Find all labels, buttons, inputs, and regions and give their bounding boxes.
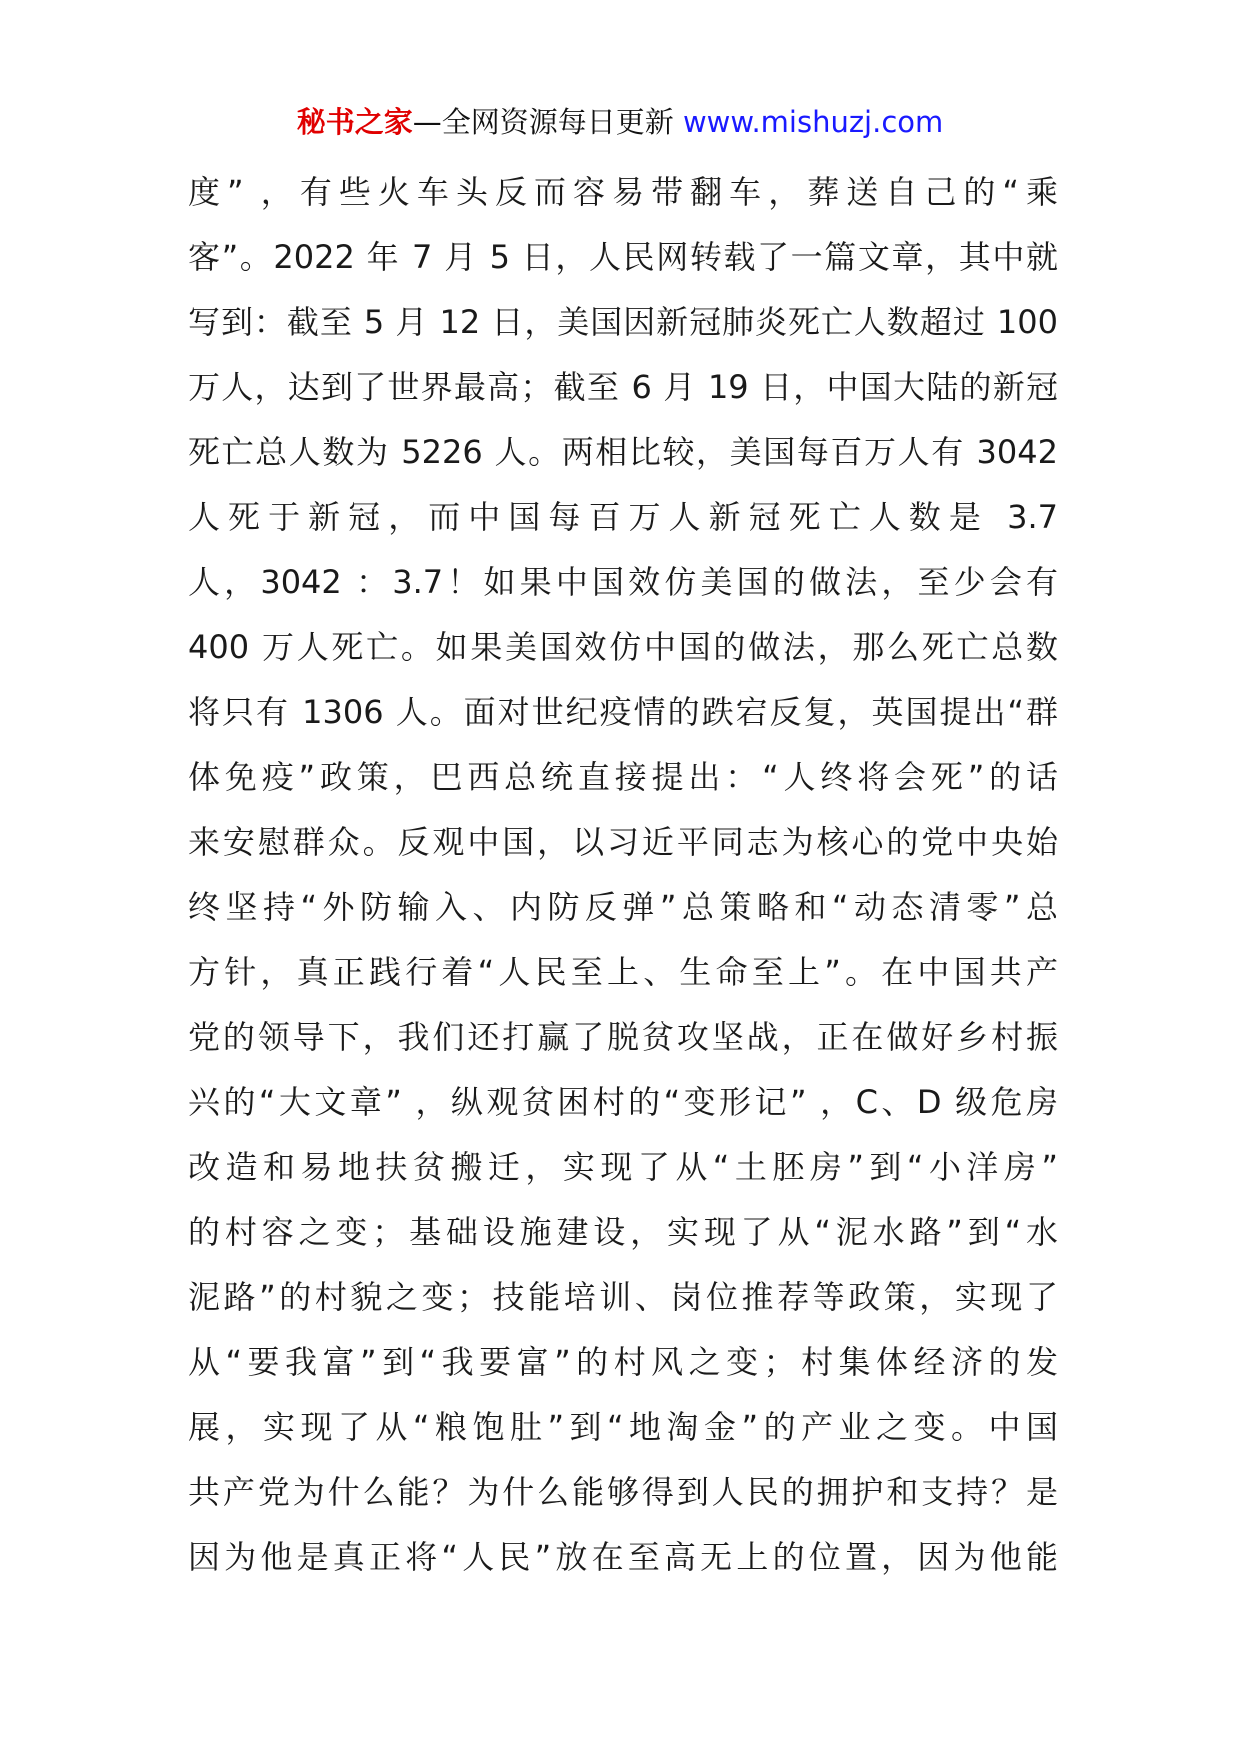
text-line: 万人，达到了世界最高；截至 6 月 19 日，中国大陆的新冠: [188, 368, 1058, 406]
text-line: 体免疫”政策，巴西总统直接提出：“人终将会死”的话: [188, 758, 1058, 796]
text-line: 兴的“大文章” ，纵观贫困村的“变形记” ，C、D 级危房: [188, 1083, 1058, 1121]
site-url-link[interactable]: www.mishuzj.com: [682, 105, 944, 139]
document-body: [188, 160, 1058, 1590]
text-line: 共产党为什么能？为什么能够得到人民的拥护和支持？是: [188, 1473, 1058, 1511]
page-header: [0, 102, 1240, 142]
text-line: 写到：截至 5 月 12 日，美国因新冠肺炎死亡人数超过 100: [188, 303, 1058, 341]
text-line: 终坚持“外防输入、内防反弹”总策略和“动态清零”总: [188, 888, 1058, 926]
brand-name: 秘书之家: [296, 105, 413, 139]
text-line: 党的领导下，我们还打赢了脱贫攻坚战，正在做好乡村振: [188, 1018, 1058, 1056]
text-line: 客”。2022 年 7 月 5 日，人民网转载了一篇文章，其中就: [188, 238, 1058, 276]
header-tagline: —全网资源每日更新: [412, 105, 683, 139]
text-line: 人死于新冠，而中国每百万人新冠死亡人数是 3.7: [188, 498, 1058, 536]
text-line: 人，3042 ：3.7！如果中国效仿美国的做法，至少会有: [188, 563, 1058, 601]
text-line: 将只有 1306 人。面对世纪疫情的跌宕反复，英国提出“群: [188, 693, 1058, 731]
text-line: 来安慰群众。反观中国，以习近平同志为核心的党中央始: [188, 823, 1058, 861]
text-line: 改造和易地扶贫搬迁，实现了从“土胚房”到“小洋房”: [188, 1148, 1058, 1186]
text-line: 方针，真正践行着“人民至上、生命至上”。在中国共产: [188, 953, 1058, 991]
text-line: 因为他是真正将“人民”放在至高无上的位置，因为他能: [188, 1538, 1058, 1576]
text-line: 400 万人死亡。如果美国效仿中国的做法，那么死亡总数: [188, 628, 1058, 666]
text-line: 死亡总人数为 5226 人。两相比较，美国每百万人有 3042: [188, 433, 1058, 471]
text-line: 泥路”的村貌之变；技能培训、岗位推荐等政策，实现了: [188, 1278, 1058, 1316]
text-line: 的村容之变；基础设施建设，实现了从“泥水路”到“水: [188, 1213, 1058, 1251]
text-line: 度” ，有些火车头反而容易带翻车，葬送自己的“乘: [188, 173, 1058, 211]
text-line: 从“要我富”到“我要富”的村风之变；村集体经济的发: [188, 1343, 1058, 1381]
text-line: 展，实现了从“粮饱肚”到“地淘金”的产业之变。中国: [188, 1408, 1058, 1446]
